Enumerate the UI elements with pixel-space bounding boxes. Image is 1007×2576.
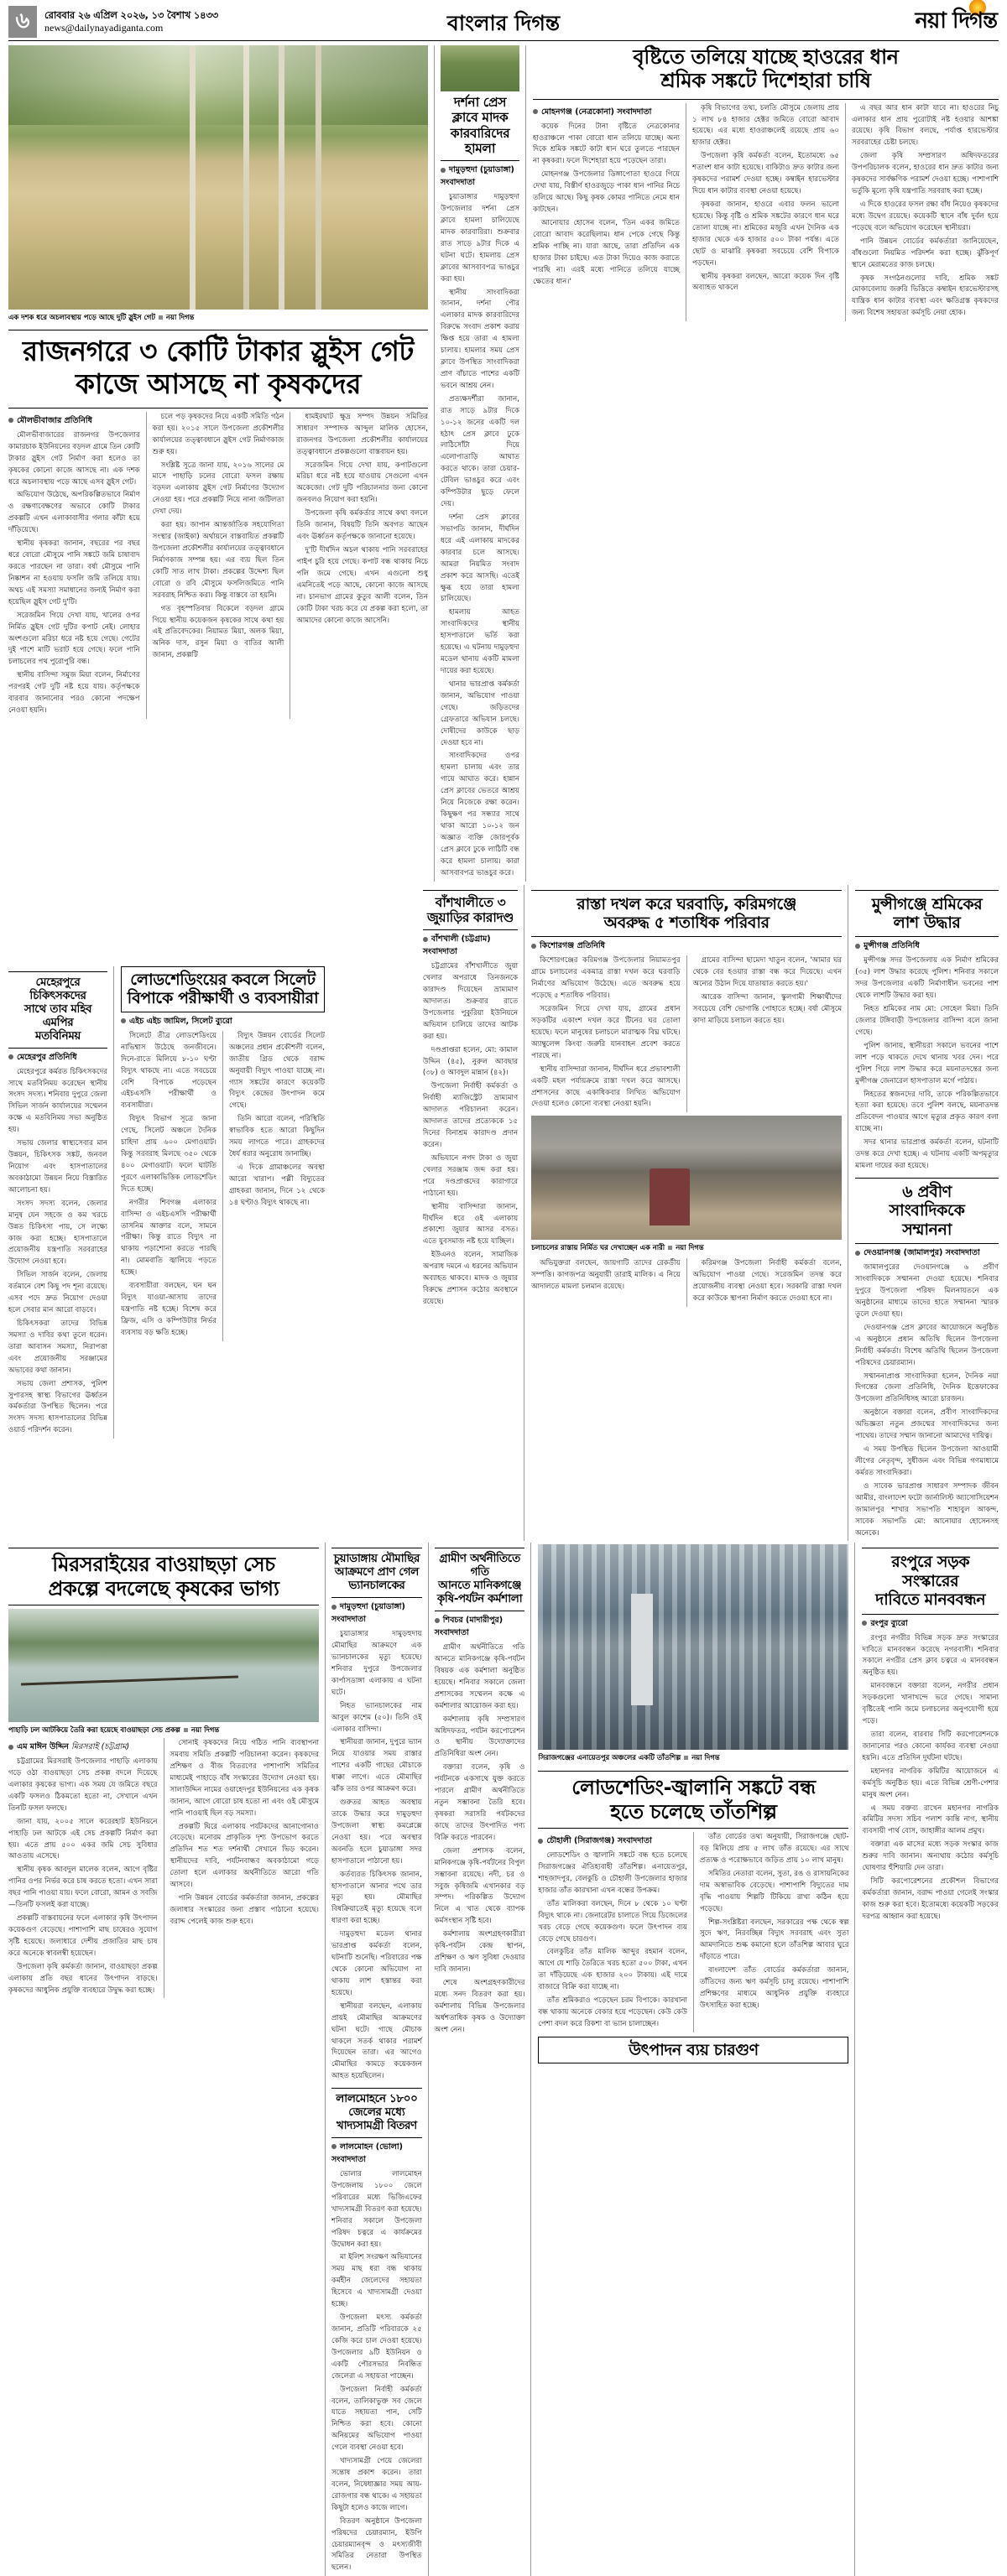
mirsarai-col-2 [164, 1738, 320, 1998]
divider [8, 971, 107, 972]
chuadanga-headline: চুয়াডাঙ্গায় মৌমাছির আক্রমণে প্রাণ গেল ভ্যানচালকের [333, 1552, 420, 1593]
bullet-icon [8, 1745, 13, 1750]
lead-text-3: ধামইরঘাট ক্ষুদ্র সম্পদ উন্নয়ন সমিতির সাধারণ সম্পাদক আব্দুল মালিক হোসেন, রাজনগর উপজেলা প্রকৌশলীর কার্যালয়ের তত্ত্বাবধানে প্রকল্পগুলো বাস্তবায়ন হয়। সরেজমিন গিয়ে দেখা যায়, কপাটগুলো মরিচা ধরে নষ্ট হয়ে যাওয়ায় সেগুলো এখন অকেজো। গেট দুটি পরিচালনার জন্য কোনো জনবলও নিয়োগ করা হয়নি। উপজেলা কৃষি কর্মকর্তার সাথে কথা বললে তিনি জানান, বিষয়টি তিনি অবগত আছেন এবং ঊর্ধ্বতন কর্তৃপক্ষকে জানানো হয়েছে। দু'টি দীর্ঘদিন অচল থাকায় পানি সরবরাহের পাইপ চুরি হয়ে গেছে। কপাট বন্ধ থাকায় নিচে পলি জমে গেছে। এখন এগুলো শুধু এমনিতেই পড়ে আছে, কোনো কাজে আসছে না। চানভাগ গ্রামের কুতুব আলী বলেন, তিন কোটি টাকা খরচ করে যে প্রকল্প করা হলো, তা আমাদের কোনো কাজে আসেনি। [296, 412, 429, 625]
tant-text-1: লোডশেডিং ও জ্বালানি সঙ্কটে বন্ধ হতে চলেছে সিরাজগঞ্জের ঐতিহ্যবাহী তাঁতশিল্প। এনায়েতপুর, শাহজাদপুর, বেলকুচি ও চৌহালী উপজেলার হাজার হাজার তাঁত কারখানা এখন বন্ধের উপক্রম। তাঁত মালিকরা বলছেন, দিনে ৮ থেকে ১০ ঘণ্টা বিদ্যুৎ থাকে না। জেনারেটর চালাতে গিয়ে ডিজেলের খরচ বেড়ে গেছে কয়েকগুণ। ফলে উৎপাদন ব্যয় বেড়ে গেছে চারগুণ। বেলকুচির তাঁত মালিক আব্দুর রহমান বলেন, আগে যে শাড়ি তৈরিতে খরচ হতো ৫০০ টাকা, এখন তা দাঁড়িয়েছে এক হাজার ২০০ টাকায়। এই দামে বাজারে বিক্রি করা যাচ্ছে না। তাঁত শ্রমিকরাও পড়েছেন চরম বিপাকে। কারখানা বন্ধ থাকায় অনেকে বেকার হয়ে পড়েছেন। কেউ কেউ পেশা বদল করে রিকশা বা ভ্যান চালাচ্ছেন। [538, 1851, 687, 2028]
sangbadik-text: জামালপুরের দেওয়ানগঞ্জে ৬ প্রবীণ সাংবাদিককে সম্মাননা দেওয়া হয়েছে। শনিবার দুপুরে উপজেলা পরিষদ মিলনায়তনে এক অনুষ্ঠানের মাধ্যমে তাদের হাতে সম্মাননা স্মারক তুলে দেওয়া হয়। দেওয়ানগঞ্জ প্রেস ক্লাবের আয়োজনে অনুষ্ঠিত এ অনুষ্ঠানে প্রধান অতিথি ছিলেন উপজেলা নির্বাহী কর্মকর্তা। বিশেষ অতিথি ছিলেন উপজেলা পরিষদের চেয়ারম্যান। সম্মাননাপ্রাপ্ত সাংবাদিকরা হলেন, দৈনিক নয়া দিগন্তের জেলা প্রতিনিধি, দৈনিক ইত্তেফাকের উপজেলা প্রতিনিধিসহ আরো চারজন। অনুষ্ঠানে বক্তারা বলেন, প্রবীণ সাংবাদিকদের অভিজ্ঞতা নতুন প্রজন্মের সাংবাদিকদের জন্য পাথেয়। তাদের সম্মান জানানো আমাদের দায়িত্ব। এ সময় উপস্থিত ছিলেন উপজেলা আওয়ামী লীগের নেতৃবৃন্দ, সুধীজন এবং বিভিন্ন গণমাধ্যমে কর্মরত সাংবাদিকরা। ও সাবেক ভারপ্রাপ্ত সাধারণ সম্পাদক জীবন আমীর, বাংলাদেশ ফটো জার্নালিস্ট অ্যাসোসিয়েশন জামালপুর শাখার সভাপতি শাহাবুল আকন্দ, সাবেক সভাপতি মো: আনোয়ার হোসেনসহ অনেকে। [855, 1263, 999, 1538]
bullet-icon [531, 944, 536, 949]
chuadanga-byline: দামুড়হুদা (চুয়াডাঙ্গা) সংবাদদাতা [331, 1602, 405, 1625]
tant-subhead: উৎপাদন ব্যয় চারগুণ [629, 2040, 759, 2059]
divider [8, 408, 428, 409]
divider [8, 1048, 107, 1049]
mirsarai-text-2: সোনাই কৃষকদের নিয়ে গঠিত পানি ব্যবস্থাপনা সমবায় সমিতি প্রকল্পটি পরিচালনা করেন। কৃষকদের প্রশিক্ষণ ও বীজ বিতরণের পাশাপাশি সমিতির মাধ্যমেই পাহাড়ে বাঁধ সংস্কারের উদ্যোগ নেওয়া হয়। সালাউদ্দিন নামের ওয়াহেদপুর ইউনিয়নের এক কৃষক জানান, আগে বোরো চাষ হতো না এবং ওই মৌসুমে পানি পাওয়াই ছিল বড় সমস্যা। প্রকল্পটি ঘিরে এলাকায় পর্যটকদের আনাগোনাও বেড়েছে। মনোরম প্রাকৃতিক দৃশ্য উপভোগ করতে প্রতিদিন শত শত দর্শনার্থী সেখানে ভিড় করেন। স্থানীয়দের দাবি, পর্যটনবান্ধব অবকাঠামো গড়ে তোলা হলে এলাকার অর্থনীতিতে আরো গতি আসবে। পানি উন্নয়ন বোর্ডের কর্মকর্তারা জানান, প্রকল্পের জলাধার সংস্কারের জন্য প্রস্তাব পাঠানো হয়েছে। বরাদ্দ পেলেই কাজ শুরু হবে। [170, 1739, 319, 1926]
haor-story [525, 45, 999, 882]
divider [331, 2137, 422, 2138]
sylhet-story [113, 966, 325, 1439]
divider [423, 929, 518, 930]
tant-col-2 [693, 1832, 849, 2032]
lead-story [8, 45, 428, 882]
divider [531, 890, 842, 891]
tant-columns [538, 1832, 848, 2032]
manikganj-headline: গ্রামীণ অর্থনীতিতে গতি আনতে মানিকগঞ্জে কৃষি-পর্যটন কর্মশালা [436, 1552, 523, 1606]
mirsarai-col-1 [8, 1738, 158, 1998]
darshana-story [434, 45, 519, 882]
karimganj-headline: রাস্তা দখল করে ঘরবাড়ি, করিমগঞ্জে অবরুদ্ধ ৫ শতাধিক পরিবার [577, 894, 797, 932]
logo-text: নয়া দিগন্ত [915, 8, 997, 34]
sylhet-text-1: সিলেটে তীব্র লোডশেডিংয়ে নাভিশ্বাস উঠেছে জনজীবনে। দিনে-রাতে মিলিয়ে ৮-১০ ঘণ্টা বিদ্যুৎ থাকছে না। এতে সবচেয়ে বেশি বিপাকে পড়েছেন এইচএসসি পরীক্ষার্থী ও ব্যবসায়ীরা। বিদ্যুৎ বিভাগ সূত্রে জানা গেছে, সিলেট অঞ্চলে দৈনিক চাহিদা প্রায় ৬০০ মেগাওয়াট। কিন্তু সরবরাহ মিলছে ৩৫০ থেকে ৪০০ মেগাওয়াট। ফলে ঘাটতি পূরণে এলাকাভিত্তিক লোডশেডিং দিতে হচ্ছে। নগরীর শিবগঞ্জ এলাকার বাসিন্দা ও এইচএসসি পরীক্ষার্থী তাসনিম আক্তার বলে, সামনে পরীক্ষা। কিন্তু রাতে বিদ্যুৎ না থাকায় পড়াশোনা করতে পারছি না। মোমবাতি জ্বালিয়ে পড়তে হচ্ছে। ব্যবসায়ীরা বলছেন, ঘন ঘন বিদ্যুৎ যাওয়া-আসায় তাদের যন্ত্রপাতি নষ্ট হচ্ছে। বিশেষ করে ফ্রিজ, এসি ও কম্পিউটার নির্ভর ব্যবসায় বড় ক্ষতি হচ্ছে। [121, 1031, 217, 1337]
karimganj-text-1: কিশোরগঞ্জের করিমগঞ্জ উপজেলার নিয়ামতপুর গ্রামে চলাচলের একমাত্র রাস্তা দখল করে ঘরবাড়ি নির্মাণের অভিযোগ উঠেছে। এতে অবরুদ্ধ হয়ে পড়েছে ৫ শতাধিক পরিবার। সরেজমিন গিয়ে দেখা যায়, গ্রামের প্রধান সড়কটির একাংশ দখল করে টিনের ঘর তোলা হয়েছে। ফলে মানুষের চলাচলে মারাত্মক বিঘ্ন ঘটছে। অ্যাম্বুলেন্স কিংবা জরুরি যানবাহন প্রবেশ করতে পারছে না। স্থানীয় বাসিন্দারা জানান, দীর্ঘদিন ধরে প্রভাবশালী একটি মহল পর্যায়ক্রমে রাস্তা দখল করে আসছে। প্রশাসনের কাছে একাধিকবার লিখিত অভিযোগ দেওয়া হলেও কোনো ব্যবস্থা নেওয়া হয়নি। [531, 956, 681, 1109]
divider [331, 1597, 422, 1598]
mirsarai-photo [8, 1609, 319, 1722]
masthead [0, 0, 1007, 40]
divider [423, 890, 518, 891]
lalmohan-text: ভোলার লালমোহন উপজেলায় ১৮০০ জেলে পরিবারের মধ্যে ভিজিএফের খাদ্যসামগ্রী বিতরণ করা হয়েছে। শনিবার সকালে উপজেলা পরিষদ চত্বরে এ কার্যক্রমের উদ্বোধন করা হয়। মা ইলিশ সংরক্ষণ অভিযানের সময় মাছ ধরা বন্ধ থাকায় কর্মহীন জেলেদের সহায়তা হিসেবে এ খাদ্যসামগ্রী দেওয়া হচ্ছে। উপজেলা মৎস্য কর্মকর্তা জানান, প্রতিটি পরিবারকে ২৫ কেজি করে চাল দেওয়া হয়েছে। উপজেলার ৯টি ইউনিয়ন ও একটি পৌরসভার নিবন্ধিত জেলেরা এ সহায়তা পাচ্ছেন। উপজেলা নির্বাহী কর্মকর্তা বলেন, তালিকাভুক্ত সব জেলে যাতে সহায়তা পান, সেটি নিশ্চিত করা হবে। কোনো অনিয়মের অভিযোগ পাওয়া গেলে ব্যবস্থা নেওয়া হবে। খাদ্যসামগ্রী পেয়ে জেলেরা সন্তোষ প্রকাশ করেন। তারা বলেন, নিষেধাজ্ঞার সময় আয়-রোজগার বন্ধ থাকে। এ সহায়তা কিছুটা হলেও কাজে লাগে। বিতরণ অনুষ্ঠানে উপজেলা পরিষদের চেয়ারম্যান, ইউপি চেয়ারম্যানবৃন্দ ও মৎস্যজীবী সমিতির নেতারা উপস্থিত ছলেন। [331, 2169, 422, 2573]
haor-col-2 [686, 103, 839, 322]
mirsarai-byline: এম মাঈন উদ্দিন মিরসরাই (চট্টগ্রাম) [8, 1741, 158, 1754]
munshiganj-headline: মুন্সীগঞ্জে শ্রমিকের লাশ উদ্ধার [871, 894, 983, 932]
divider [531, 936, 842, 937]
tant-photo [538, 1544, 848, 1750]
darshana-text: চুয়াডাঙ্গার দামুড়হুদা উপজেলার দর্শনা প্রেস ক্লাবে হামলা চালিয়েছে মাদক কারবারিরা। শুক্রবার রাত সাড়ে ৯টার দিকে এ ঘটনা ঘটে। হামলায় প্রেস ক্লাবের আসবাবপত্র ভাঙচুর করা হয়। স্থানীয় সাংবাদিকরা জানান, দর্শনা পৌর এলাকার মাদক কারবারিদের বিরুদ্ধে সংবাদ প্রকাশ করায় ক্ষিপ্ত হয়ে তারা এ হামলা চালায়। হামলার সময় প্রেস ক্লাবে উপস্থিত সাংবাদিকরা প্রাণ বাঁচাতে পাশের একটি ভবনে আশ্রয় নেন। প্রত্যক্ষদর্শীরা জানান, রাত সাড়ে ৯টার দিকে ১০-১২ জনের একটি দল হঠাৎ প্রেস ক্লাবে ঢুকে লাঠিসোঁটা দিয়ে এলোপাতাড়ি আঘাত করতে থাকে। তারা চেয়ার-টেবিল ভাঙচুর করে এবং কম্পিউটার ছুড়ে ফেলে দেয়। দর্শনা প্রেস ক্লাবের সভাপতি জানান, দীর্ঘদিন ধরে এই এলাকায় মাদকের কারবার চলে আসছে। আমরা নিয়মিত সংবাদ প্রকাশ করে আসছি। এতেই ক্ষুব্ধ হয়ে তারা হামলা চালিয়েছে। হামলায় আহত সাংবাদিকদের স্থানীয় হাসপাতালে ভর্তি করা হয়েছে। এ ঘটনায় দামুড়হুদা মডেল থানায় একটি মামলা দায়ের করা হয়েছে। থানার ভারপ্রাপ্ত কর্মকর্তা জানান, অভিযোগ পাওয়া গেছে। জড়িতদের গ্রেফতারে অভিযান চলছে। দোষীদের কাউকে ছাড় দেওয়া হবে না। সাংবাদিকদের ওপর হামলা চালায় এবং তার গায়ে আঘাত করে। হান্নান প্রেস ক্লাবের ভেতরে আশ্রয় নিয়ে নিজেকে রক্ষা করেন। কিছুক্ষণ পর সন্ধ্যার সাথে থাকা আরো ১০-১২ জন অজ্ঞাত ব্যক্তি জোরপূর্বক প্রেস ক্লাবে ঢুকে লাঠিটি বন্ধ করে হামলা চালায়। কারা আসবাবপত্র ভাঙচুর করে। [441, 193, 519, 877]
meherpur-story [8, 966, 107, 1439]
munshiganj-text: মুন্সীগঞ্জ সদর উপজেলায় এক নির্মাণ শ্রমিকের (৩৫) লাশ উদ্ধার করেছে পুলিশ। শনিবার সকালে সদর উপজেলার একটি নির্মাণাধীন ভবনের পাশ থেকে লাশটি উদ্ধার করা হয়। নিহত শ্রমিকের নাম মো: সোহেল মিয়া। তিনি জেলার টঙ্গিবাড়ী উপজেলার বাসিন্দা বলে জানা গেছে। পুলিশ জানায়, স্থানীয়রা সকালে ভবনের পাশে লাশ পড়ে থাকতে দেখে থানায় খবর দেন। পরে পুলিশ গিয়ে লাশ উদ্ধার করে ময়নাতদন্তের জন্য মুন্সীগঞ্জ জেনারেল হাসপাতাল মর্গে পাঠায়। নিহতের স্বজনদের দাবি, তাকে পরিকল্পিতভাবে হত্যা করা হয়েছে। তবে পুলিশ বলছে, ময়নাতদন্ত প্রতিবেদন পাওয়ার আগে মৃত্যুর প্রকৃত কারণ বলা যাচ্ছে না। সদর থানার ভারপ্রাপ্ত কর্মকর্তা বলেন, ঘটনাটি তদন্ত করে দেখা হচ্ছে। এ ঘটনায় একটি অপমৃত্যুর মামলা দায়ের করা হয়েছে। [855, 956, 999, 1171]
divider [331, 2088, 422, 2089]
darshana-photo [441, 45, 519, 91]
lead-body-columns [8, 412, 428, 719]
meherpur-headline: মেহেরপুরে চিকিৎসকদের সাথে তাব মহিব এমপির মতবিনিময় [23, 976, 92, 1043]
section-title: বাংলার দিগন্ত [446, 11, 561, 35]
bullet-icon [441, 168, 446, 173]
lead-photo-caption: এক দশক ধরে অচলাবস্থায় পড়ে আছে দুটি স্লুইস গেট নয়া দিগন্ত [8, 313, 195, 321]
haor-col-3 [845, 103, 999, 322]
publication-date: রোববার ২৬ এপ্রিল ২০২৬, ১৩ বৈশাখ ১৪৩৩ [44, 9, 218, 22]
tant-byline: চৌহালী (সিরাজগঞ্জ) সংবাদদাতা [538, 1835, 687, 1848]
credit-separator-icon [159, 315, 163, 320]
mirsarai-byline-place: মিরসরাই (চট্টগ্রাম) [71, 1742, 130, 1752]
bullet-icon [8, 418, 13, 423]
haor-col-1 [533, 103, 680, 322]
chuadanga-text: চুয়াডাঙ্গার দামুড়হুদায় মৌমাছির আক্রমণে এক ভ্যানচালকের মৃত্যু হয়েছে। শনিবার দুপুরে উপজেলার কার্পাসডাঙ্গা এলাকায় এ ঘটনা ঘটে। নিহত ভ্যানচালকের নাম আবুল কাশেম (৫০)। তিনি ওই এলাকার বাসিন্দা। স্থানীয়রা জানান, দুপুরে ভ্যান নিয়ে যাওয়ার সময় রাস্তার পাশের একটি গাছের মৌচাকে ধাক্কা লাগে। এতে মৌমাছির ঝাঁক তার ওপর আক্রমণ করে। গুরুতর আহত অবস্থায় তাকে উদ্ধার করে দামুড়হুদা উপজেলা স্বাস্থ্য কমপ্লেক্সে নেওয়া হয়। পরে অবস্থার অবনতি হলে চুয়াডাঙ্গা সদর হাসপাতালে পাঠানো হয়। কর্তব্যরত চিকিৎসক জানান, হাসপাতালে আনার পথে তার মৃত্যু হয়। মৌমাছির বিষক্রিয়াতেই মৃত্যু হয়েছে বলে ধারণা করা হচ্ছে। দামুড়হুদা মডেল থানার ভারপ্রাপ্ত কর্মকর্তা বলেন, ঘটনাটি শুনেছি। পরিবারের পক্ষ থেকে কোনো অভিযোগ না থাকায় লাশ হস্তান্তর করা হয়েছে। স্থানীয়রা বলছেন, এলাকায় প্রায়ই মৌমাছির আক্রমণের ঘটনা ঘটে। গাছে মৌচাক থাকলে সতর্ক থাকার পরামর্শ দিয়েছেন তারা। এর আগেও মৌমাছির কামড়ে কয়েকজন আহত হয়েছিলেন। [331, 1630, 422, 2081]
meherpur-byline: মেহেরপুর প্রতিনিধি [8, 1052, 107, 1064]
chuadanga-story [325, 1543, 422, 2576]
sylhet-headline: লোডশেডিংয়ের কবলে সিলেট বিপাকে পরীক্ষার্থী ও ব্যবসায়ীরা [127, 971, 319, 1008]
rangpur-byline: রংপুর ব্যুরো [862, 1618, 999, 1631]
haor-text-3: এ বছর আর ধান কাটা যাবে না। হাওরের নিচু এলাকার ধান প্রায় পুরোটাই নষ্ট হওয়ার আশঙ্কা রয়েছে। কৃষি বিভাগ বলছে, পর্যাপ্ত হারভেস্টার সরবরাহের চেষ্টা চলছে। জেলা কৃষি সম্প্রসারণ অধিদফতরের উপপরিচালক বলেন, হাওরের ধান দ্রুত কাটার জন্য কৃষকদের সার্বক্ষণিক পরামর্শ দেওয়া হচ্ছে। পাশাপাশি ভর্তুকি মূল্যে কৃষি যন্ত্রপাতি সরবরাহ করা হচ্ছে। এ দিকে হাওরের ফসল রক্ষা বাঁধ নিয়েও কৃষকদের মধ্যে উদ্বেগ রয়েছে। কয়েকটি স্থানে বাঁধ দুর্বল হয়ে পড়েছে বলে অভিযোগ করেছেন স্থানীয়রা। পানি উন্নয়ন বোর্ডের কর্মকর্তারা জানিয়েছেন, বাঁধগুলো নিয়মিত পরিদর্শন করা হচ্ছে। ঝুঁকিপূর্ণ স্থানে মেরামতের কাজ চলছে। কৃষক সংগঠনগুলোর দাবি, শ্রমিক সঙ্কট মোকাবেলায় জরুরি ভিত্তিতে কম্বাইন হারভেস্টারসহ যান্ত্রিক ধান কাটার ব্যবস্থা এবং ক্ষতিগ্রস্ত কৃষকদের জন্য বিশেষ সহায়তা কর্মসূচি নেয়া হোক। [852, 103, 999, 318]
page-number-badge: ৬ [8, 6, 37, 38]
tant-headline: লোডশেডিং-জ্বালানি সঙ্কটে বন্ধ হতে চলেছে তাঁতশিল্প [571, 1776, 816, 1824]
mirsarai-photo-caption: পাহাড়ি ঢল আটকিয়ে তৈরি করা হয়েছে বাওয়াছড়া সেচ প্রকল্প নয়া দিগন্ত [8, 1725, 220, 1735]
haor-text-1: কয়েক দিনের টানা বৃষ্টিতে নেত্রকোনার হাওরাঞ্চলে পাকা বোরো ধান তলিয়ে যাচ্ছে। অন্য দিকে শ্রমিক সঙ্কটে কাটা ধান ঘরে তুলতে পারছেন না কৃষকরা। ফলে দিশেহারা হয়ে পড়েছেন তারা। মোহনগঞ্জ উপজেলার ডিঙ্গাপোতা হাওরে গিয়ে দেখা যায়, বিস্তীর্ণ হাওরজুড়ে পাকা ধান পানির নিচে তলিয়ে আছে। কিছু কৃষক কোমর পানিতে নেমে ধান কাটছেন। আনোয়ার হোসেন বলেন, 'তিন একর জমিতে বোরো আবাদ করেছিলাম। ধান পেকে গেছে কিন্তু শ্রমিক পাচ্ছি না। যারা আছে, তারা প্রতিদিন এক হাজার টাকা চাইছে। এত টাকা দিয়েও কাজ করাতে পারছি না। এরই মধ্যে পানিতে তলিয়ে যাচ্ছে ক্ষেতের ধান।' [533, 122, 680, 286]
rangpur-story [854, 1543, 999, 2576]
tant-col-1 [538, 1832, 687, 2032]
karimganj-photo-caption: চলাচলের রাস্তায় নির্মিত ঘর দেখাচ্ছেন এক নারী নয়া দিগন্ত [531, 1243, 704, 1252]
mirsarai-story [8, 1543, 319, 2576]
banshkhali-headline: বাঁশখালীতে ৩ জুয়াড়ির কারাদণ্ড [427, 894, 514, 925]
sylhet-col-1 [121, 1031, 217, 1341]
lalmohan-headline: লালমোহনে ১৮০০ জেলের মধ্যে খাদ্যসামগ্রী বিতরণ [336, 2092, 418, 2133]
banshkhali-byline: বাঁশখালী (চট্টগ্রাম) সংবাদদাতা [422, 934, 491, 957]
divider [855, 890, 999, 891]
third-band [0, 1543, 1007, 2576]
bullet-icon [331, 1605, 337, 1610]
divider [538, 1771, 848, 1772]
darshana-headline: দর্শনা প্রেস ক্লাবে মাদক কারবারিদের হামলা [450, 95, 510, 156]
lead-headline: রাজনগরে ৩ কোটি টাকার স্লুইস গেট কাজে আসছে না কৃষকদের [22, 335, 415, 400]
rangpur-headline: রংপুরে সড়ক সংস্কারের দাবিতে মানববন্ধন [875, 1553, 986, 1610]
haor-byline: মোহনগঞ্জ (নেত্রকোনা) সংবাদদাতা [533, 107, 680, 119]
bottom-band [0, 966, 1007, 1439]
bullet-icon [435, 1618, 440, 1623]
lead-photo [8, 45, 428, 310]
bullet-icon [862, 1621, 867, 1626]
newspaper-logo [916, 3, 999, 40]
sylhet-byline: এইচ এইচ জামিল, সিলেট ব্যুরো [121, 1016, 325, 1028]
sylhet-text-2: বিদ্যুৎ উন্নয়ন বোর্ডের সিলেট অঞ্চলের প্রধান প্রকৌশলী বলেন, জাতীয় গ্রিড থেকে বরাদ্দ অনুযায়ী বিদ্যুৎ পাওয়া যাচ্ছে না। গ্যাস সঙ্কটের কারণে কয়েকটি বিদ্যুৎ কেন্দ্রের উৎপাদন কমে গেছে। তিনি আরো বলেন, পরিস্থিতি স্বাভাবিক হতে আরো কিছুদিন সময় লাগতে পারে। গ্রাহকদের ধৈর্য ধরার অনুরোধ জানাচ্ছি। এ দিকে গ্রামাঞ্চলের অবস্থা আরো খারাপ। পল্লী বিদ্যুতের গ্রাহকরা জানান, দিনে ১২ থেকে ১৪ ঘণ্টাও বিদ্যুৎ থাকছে না। [229, 1031, 325, 1207]
bullet-icon [533, 109, 538, 114]
masthead-meta [44, 9, 218, 34]
haor-columns [533, 103, 999, 322]
sangbadik-byline: দেওয়ানগঞ্জ (জামালপুর) সংবাদদাতা [855, 1247, 999, 1260]
contact-email: news@dailynayadiganta.com [44, 21, 164, 34]
karimganj-byline: কিশোরগঞ্জ প্রতিনিধি [531, 940, 842, 953]
divider [855, 936, 999, 937]
manikganj-story [428, 1543, 525, 2576]
lalmohan-byline: লালমোহন (ভোলা) সংবাদদাতা [331, 2141, 403, 2164]
mirsarai-text-1: চট্টগ্রামের মিরসরাই উপজেলার পাহাড়ি এলাকায় গড়ে ওঠা বাওয়াছড়া সেচ প্রকল্প বদলে দিয়েছে এলাকার কৃষকের ভাগ্য। এক সময় যে জমিতে বছরে একটি ফসলও ঠিকমতো হতো না, সেখানে এখন তিনটি ফসল ফলছে। জানা যায়, ২০০৫ সালে করেরহাট ইউনিয়নে পাহাড়ি ঢল আটকে এই সেচ প্রকল্পটি নির্মাণ করা হয়। এতে প্রায় ৫০০ একর জমি সেচ সুবিধার আওতায় এসেছে। স্থানীয় কৃষক আবদুল মালেক বলেন, আগে বৃষ্টির পানির ওপর নির্ভর করে চাষ করতে হতো। এখন সারা বছর পানি পাওয়া যায়। ফলে বোরো, আমন ও সবজি—তিনটি ফসলই করা যাচ্ছে। প্রকল্পটি বাস্তবায়নের ফলে এলাকার কৃষি উৎপাদন কয়েকগুণ বেড়েছে। পাশাপাশি মাছ চাষেরও সুযোগ সৃষ্টি হয়েছে। জলাধারে দেশীয় প্রজাতির মাছ চাষ করে অনেকে স্বাবলম্বী হয়েছেন। উপজেলা কৃষি কর্মকর্তা জানান, বাওয়াছড়া প্রকল্প এলাকায় প্রতি বছর ধানের উৎপাদন বাড়ছে। কৃষকদের আধুনিক প্রযুক্তি ব্যবহারে উদ্বুদ্ধ করা হচ্ছে। [8, 1757, 158, 1995]
sylhet-col-2 [222, 1031, 325, 1341]
masthead-rule [8, 40, 999, 41]
darshana-byline: দামুড়হুদা (চুয়াডাঙ্গা) সংবাদদাতা [441, 165, 514, 188]
bullet-icon [8, 1054, 13, 1059]
divider [533, 99, 999, 100]
karimganj-text-2: গ্রামের বাসিন্দা ছামেদা খাতুন বলেন, 'আমার ঘর থেকে বের হওয়ার রাস্তা বন্ধ করে দিয়েছে। এখন অন্যের উঠান দিয়ে যাতায়াত করতে হয়।' আরেক বাসিন্দা জানান, স্কুলগামী শিক্ষার্থীদের সবচেয়ে বেশি ভোগান্তি পোহাতে হচ্ছে। বর্ষা মৌসুমে কাদা মাড়িয়ে চলাচল করতে হয়। [692, 956, 843, 1026]
manikganj-text: গ্রামীণ অর্থনীতিতে গতি আনতে মানিকগঞ্জে কৃষি-পর্যটন বিষয়ক এক কর্মশালা অনুষ্ঠিত হয়েছে। শনিবার সকালে জেলা প্রশাসকের সম্মেলন কক্ষে এ কর্মশালার আয়োজন করা হয়। কর্মশালায় কৃষি সম্প্রসারণ অধিদফতর, পর্যটন করপোরেশন ও স্থানীয় উদ্যোক্তাদের প্রতিনিধিরা অংশ নেন। বক্তারা বলেন, কৃষি ও পর্যটনকে একসাথে যুক্ত করতে পারলে গ্রামীণ অর্থনীতিতে নতুন সম্ভাবনা তৈরি হবে। কৃষকরা সরাসরি পর্যটকদের কাছে তাদের উৎপাদিত পণ্য বিক্রি করতে পারবেন। জেলা প্রশাসক বলেন, মানিকগঞ্জে কৃষি-পর্যটনের বিপুল সম্ভাবনা রয়েছে। নদী, চর ও সবুজ কৃষিজমি এখানকার বড় সম্পদ। পরিকল্পিত উদ্যোগ নিলে এ খাত থেকে ব্যাপক কর্মসংস্থান সৃষ্টি হবে। কর্মশালায় অংশগ্রহণকারীরা কৃষি-পর্যটন কেন্দ্র স্থাপন, প্রশিক্ষণ ও ঋণ সুবিধা দেওয়ার দাবি জানান। শেষে অংশগ্রহণকারীদের মধ্যে সনদ বিতরণ করা হয়। কর্মশালায় বিভিন্ন উপজেলার অর্ধশতাধিক কৃষক ও উদ্যোক্তা অংশ নেন। [434, 1643, 525, 2034]
tant-subhead-box [538, 2037, 848, 2063]
lead-col-2 [146, 412, 284, 719]
bullet-icon [538, 1839, 543, 1844]
tant-photo-block [530, 1543, 848, 2576]
meherpur-text: মেহেরপুরে কর্মরত চিকিৎসকদের সাথে মতবিনিময় করেছেন স্থানীয় সংসদ সদস্য। শনিবার দুপুরে জেলা সিভিল সার্জন কার্যালয়ের সম্মেলন কক্ষে এ মতবিনিময় সভা অনুষ্ঠিত হয়। সভায় জেলার স্বাস্থ্যসেবার মান উন্নয়ন, চিকিৎসক সঙ্কট, জনবল নিয়োগ এবং হাসপাতালের অবকাঠামো উন্নয়ন নিয়ে বিস্তারিত আলোচনা হয়। সংসদ সদস্য বলেন, জেলার মানুষ যেন সহজে ও কম খরচে উন্নত চিকিৎসা পায়, সে লক্ষ্যে কাজ করা হচ্ছে। হাসপাতালে প্রয়োজনীয় যন্ত্রপাতি সরবরাহের উদ্যোগ নেওয়া হবে। সিভিল সার্জন বলেন, জেলায় বর্তমানে বেশ কিছু পদ শূন্য রয়েছে। এসব পদে দ্রুত নিয়োগ দেওয়া হলে সেবার মান আরো বাড়বে। চিকিৎসকরা তাদের বিভিন্ন সমস্যা ও দাবির কথা তুলে ধরেন। তারা আবাসন সমস্যা, নিরাপত্তা এবং প্রয়োজনীয় সরঞ্জামের অভাবের কথা জানান। সভায় জেলা প্রশাসক, পুলিশ সুপারসহ স্বাস্থ্য বিভাগের ঊর্ধ্বতন কর্মকর্তারা উপস্থিত ছিলেন। পরে সংসদ সদস্য হাসপাতালের বিভিন্ন ওয়ার্ড পরিদর্শন করেন। [8, 1067, 107, 1435]
credit-separator-icon [684, 1756, 688, 1760]
divider [441, 160, 519, 161]
top-section [0, 45, 1007, 882]
lead-text-1: মৌলভীবাজারের রাজনগর উপজেলার কামারচাক ইউনিয়নের বড়দল গ্রামে তিন কোটি টাকার স্লুইস গেট নির্মাণ করা হলেও তা কৃষকের কোনো কাজে আসছে না। এক দশক ধরে অচলাবস্থায় পড়ে আছে এসব স্লুইস গেট। অভিযোগ উঠেছে, অপরিকল্পিতভাবে নির্মাণ ও রক্ষণাবেক্ষণের অভাবে কোটি টাকার প্রকল্পটি এখন এলাকাবাসীর গলার কাঁটা হয়ে দাঁড়িয়েছে। স্থানীয় কৃষকরা জানান, বছরের পর বছর ধরে বোরো মৌসুমে পানি সঙ্কটে জমি চাষাবাদ করতে পারছেন না তারা। বর্ষা মৌসুমে পানি নিষ্কাশন না হওয়ায় ফসলি জমি তলিয়ে যায়। অথচ এই সমস্যা সমাধানের জন্যই নির্মাণ করা হয়েছিল স্লুইস গেট দু'টি। সরেজমিন গিয়ে দেখা যায়, খালের ওপর নির্মিত স্লুইস গেট দুটির কপাট নেই। লোহার অংশগুলো মরিচা ধরে নষ্ট হয়ে গেছে। গেটের দুই পাশে মাটি ভরাট হয়ে গেছে। ফলে পানি চলাচলের পথ পুরোপুরি বন্ধ। স্থানীয় বাসিন্দা সমুজ মিয়া বলেন, নির্মাণের পরপরই গেট দুটি নষ্ট হয়ে যায়। কর্তৃপক্ষকে বারবার জানানোর পরও কোনো পদক্ষেপ নেওয়া হয়নি। [8, 430, 140, 716]
karimganj-tail: অভিযুক্তরা বলছেন, জায়গাটি তাদের রেকর্ডীয় সম্পত্তি। কাগজপত্র অনুযায়ী তারাই মালিক। এ নিয়ে আদালতে মামলা চলমান রয়েছে। করিমগঞ্জ উপজেলা নির্বাহী কর্মকর্তা বলেন, অভিযোগ পাওয়া গেছে। সরেজমিন তদন্ত করে প্রয়োজনীয় ব্যবস্থা নেওয়া হবে। সরকারি রাস্তা দখল করে কাউকে স্থাপনা নির্মাণ করতে দেওয়া হবে না। [531, 1258, 842, 1307]
bullet-icon [855, 944, 860, 949]
lead-byline: মৌলভীবাজার প্রতিনিধি [8, 415, 140, 428]
rangpur-text: রংপুর নগরীর বিভিন্ন সড়ক দ্রুত সংস্কারের দাবিতে মানববন্ধন করেছে নগরবাসী। শনিবার সকালে নগরীর প্রেস ক্লাব চত্বরে এ মানববন্ধন অনুষ্ঠিত হয়। মানববন্ধনে বক্তারা বলেন, নগরীর প্রধান সড়কগুলো খানাখন্দে ভরে গেছে। সামান্য বৃষ্টিতেই পানি জমে চলাচলের অনুপযোগী হয়ে পড়ে। তারা বলেন, বারবার সিটি করপোরেশনকে জানানোর পরও কোনো কার্যকর ব্যবস্থা নেওয়া হয়নি। এতে প্রতিদিন দুর্ঘটনা ঘটছে। মহানগর নাগরিক কমিটির আয়োজনে এ কর্মসূচি অনুষ্ঠিত হয়। এতে বিভিন্ন শ্রেণী-পেশার মানুষ অংশ নেন। এ সময় বক্তব্য রাখেন মহানগর নাগরিক কমিটির সদস্য সচিব পলাশ কান্তি নাগ, স্থানীয় ব্যবসায়ী পার্থ বোস, জাহাঙ্গীর আলম প্রমুখ। বক্তারা এক মাসের মধ্যে সড়ক সংস্কার কাজ শুরুর দাবি জানান। অন্যথায় কঠোর কর্মসূচি ঘোষণার হুঁশিয়ারি দেন তারা। সিটি করপোরেশনের প্রকৌশল বিভাগের কর্মকর্তারা জানান, বরাদ্দ পাওয়া গেলেই সংস্কার কাজ শুরু করা হবে। ইতোমধ্যে কয়েকটি সড়কের দরপত্র আহ্বান করা হয়েছে। [862, 1633, 999, 1921]
haor-text-2: কৃষি বিভাগের তথ্য, চলতি মৌসুমে জেলায় প্রায় ১ লাখ ৮৪ হাজার হেক্টর জমিতে বোরো আবাদ হয়েছে। এর মধ্যে হাওরাঞ্চলেই রয়েছে প্রায় ৬০ হাজার হেক্টর। উপজেলা কৃষি কর্মকর্তা বলেন, ইতোমধ্যে ৬৫ শতাংশ ধান কাটা হয়েছে। বাকিটাও দ্রুত কাটার জন্য কৃষকদের পরামর্শ দেওয়া হচ্ছে। কম্বাইন হারভেস্টার দিয়ে ধান কাটার ব্যবস্থা নেওয়া হয়েছে। কৃষকরা জানান, হাওরে এবার ফলন ভালো হয়েছে। কিন্তু বৃষ্টি ও শ্রমিক সঙ্কটের কারণে ধান ঘরে তোলা যাচ্ছে না। শ্রমিকের মজুরি এখন দৈনিক এক হাজার থেকে এক হাজার ৫০০ টাকা পর্যন্ত। এতে ছোট ও মাঝারি কৃষকরা সবচেয়ে বেশি বিপাকে পড়ছেন। স্থানীয় কৃষকরা বলছেন, আরো কয়েক দিন বৃষ্টি অব্যাহত থাকলে [692, 103, 839, 293]
lead-col-3 [290, 412, 428, 719]
credit-separator-icon [184, 1728, 188, 1732]
tant-photo-caption: সিরাজগঞ্জের এনায়েতপুর অঞ্চলের একটি তাঁতশিল্প নয়া দিগন্ত [538, 1753, 720, 1762]
divider [862, 1614, 999, 1615]
mirsarai-columns [8, 1738, 319, 1998]
haor-headline: বৃষ্টিতে তলিয়ে যাচ্ছে হাওরের ধান শ্রমিক সঙ্কটে দিশেহারা চাষি [633, 45, 899, 93]
bullet-icon [331, 2144, 337, 2149]
sylhet-columns [121, 1031, 325, 1341]
divider [538, 1828, 848, 1829]
sylhet-headline-box [121, 966, 325, 1012]
sangbadik-headline: ৬ প্রবীণ সাংবাদিককে সম্মাননা [889, 1183, 965, 1239]
bullet-icon [121, 1018, 126, 1023]
lead-col-1 [8, 412, 140, 719]
munshiganj-byline: মুন্সীগঞ্জ প্রতিনিধি [855, 940, 999, 953]
manikganj-byline: শিবচর (মাদারীপুর) সংবাদদাতা [434, 1616, 503, 1638]
mirsarai-headline: মিরসরাইয়ের বাওয়াছড়া সেচ প্রকল্পে বদলেছে কৃষকের ভাগ্য [48, 1553, 279, 1600]
banshkhali-text: চট্টগ্রামের বাঁশখালীতে জুয়া খেলার অপরাধে তিনজনকে কারাদণ্ড দিয়েছেন ভ্রাম্যমাণ আদালত। শুক্রবার রাতে উপজেলার পুকুরিয়া ইউনিয়নে অভিযান চালিয়ে তাদের আটক করা হয়। দণ্ডপ্রাপ্তরা হলেন, মো: কামাল উদ্দিন (৪৫), নুরুল আবছার (৩৮) ও আবদুল মান্নান (৪২)। উপজেলা নির্বাহী কর্মকর্তা ও নির্বাহী ম্যাজিস্ট্রেট ভ্রাম্যমাণ আদালত পরিচালনা করেন। আদালত তাদের প্রত্যেককে ১৫ দিনের বিনাশ্রম কারাদণ্ড প্রদান করেন। অভিযানে নগদ টাকা ও জুয়া খেলার সরঞ্জাম জব্দ করা হয়। পরে দণ্ডপ্রাপ্তদের কারাগারে পাঠানো হয়। স্থানীয় বাসিন্দারা জানান, দীর্ঘদিন ধরে ওই এলাকায় প্রকাশ্যে জুয়ার আসর বসত। এতে যুবসমাজ নষ্ট হয়ে যাচ্ছিল। ইউএনও বলেন, সামাজিক অপরাধ দমনে এ ধরনের অভিযান অব্যাহত থাকবে। মাদক ও জুয়ার বিরুদ্ধে প্রশাসন কঠোর অবস্থানে রয়েছে। [422, 962, 519, 1306]
tant-text-2: তাঁত বোর্ডের তথ্য অনুযায়ী, সিরাজগঞ্জে ছোট-বড় মিলিয়ে প্রায় ৫ লাখ তাঁত রয়েছে। এর সাথে প্রত্যক্ষ ও পরোক্ষভাবে জড়িত প্রায় ১০ লাখ মানুষ। সমিতির নেতারা বলেন, সুতা, রঙ ও রাসায়নিকের দাম অস্বাভাবিক বেড়েছে। পাশাপাশি বিদ্যুতের দাম বৃদ্ধি পাওয়ায় শিল্পটি টিকিয়ে রাখা কঠিন হয়ে পড়েছে। শিল্প-সংশ্লিষ্টরা বলছেন, সরকারের পক্ষ থেকে স্বল্প সুদে ঋণ, নিরবচ্ছিন্ন বিদ্যুৎ সরবরাহ এবং সুতা আমদানিতে শুল্ক কমানো হলে তাঁতশিল্প আবার ঘুরে দাঁড়াতে পারে। বাংলাদেশ তাঁত বোর্ডের কর্মকর্তারা জানান, তাঁতিদের জন্য ঋণ কর্মসূচি চালু রয়েছে। পাশাপাশি প্রশিক্ষণের মাধ্যমে আধুনিক প্রযুক্তি ব্যবহারে উৎসাহিত করা হচ্ছে। [699, 1833, 849, 2010]
bullet-icon [423, 937, 428, 942]
lead-text-2: চলে পড় কৃষকদের নিয়ে একটি সমিতি গঠন করা হয়। ২০১৫ সালে উপজেলা প্রকৌশলীর কার্যালয়ের তত্ত্বাবধানে স্লুইস গেট নির্মাণকাজ শুরু হয়। সংশ্লিষ্ট সূত্রে জানা যায়, ২০১৬ সালের মে মাসে পাহাড়ি ঢলের বোরো ফসল রক্ষায় বড়দল এলাকায় স্লুইস গেট নির্মাণের উদ্যোগ নেওয়া হয়। পরে প্রকল্পটি নিয়ে নানা জটিলতা দেখা দেয়। করা হয়। জাপান আন্তর্জাতিক সহযোগিতা সংস্থার (জাইকা) অর্থায়নে বাস্তবায়িত প্রকল্পটি উপজেলা প্রকৌশলীর কার্যালয়ের তত্ত্বাবধানে নির্মাণকাজ সম্পন্ন হয়। এর ব্যয় ছিল তিন কোটি সাত লাখ টাকা। প্রকল্পের উদ্দেশ্য ছিল বোরো ও রবি মৌসুমে ফসলিজমিতে পানি সরবরাহ নিশ্চিত করা। কিন্তু বাস্তবে তা হয়নি। গত বৃহস্পতিবার বিকেলে বড়দল গ্রামে গিয়ে স্থানীয় কয়েকজন কৃষকের সাথে কথা হয় এই প্রতিবেদকের। নিয়ামত মিয়া, অলক মিয়া, অনিক দাস, রসুন মিয়া ও বাতির আলী জানান, প্রকল্পটি [152, 412, 284, 660]
